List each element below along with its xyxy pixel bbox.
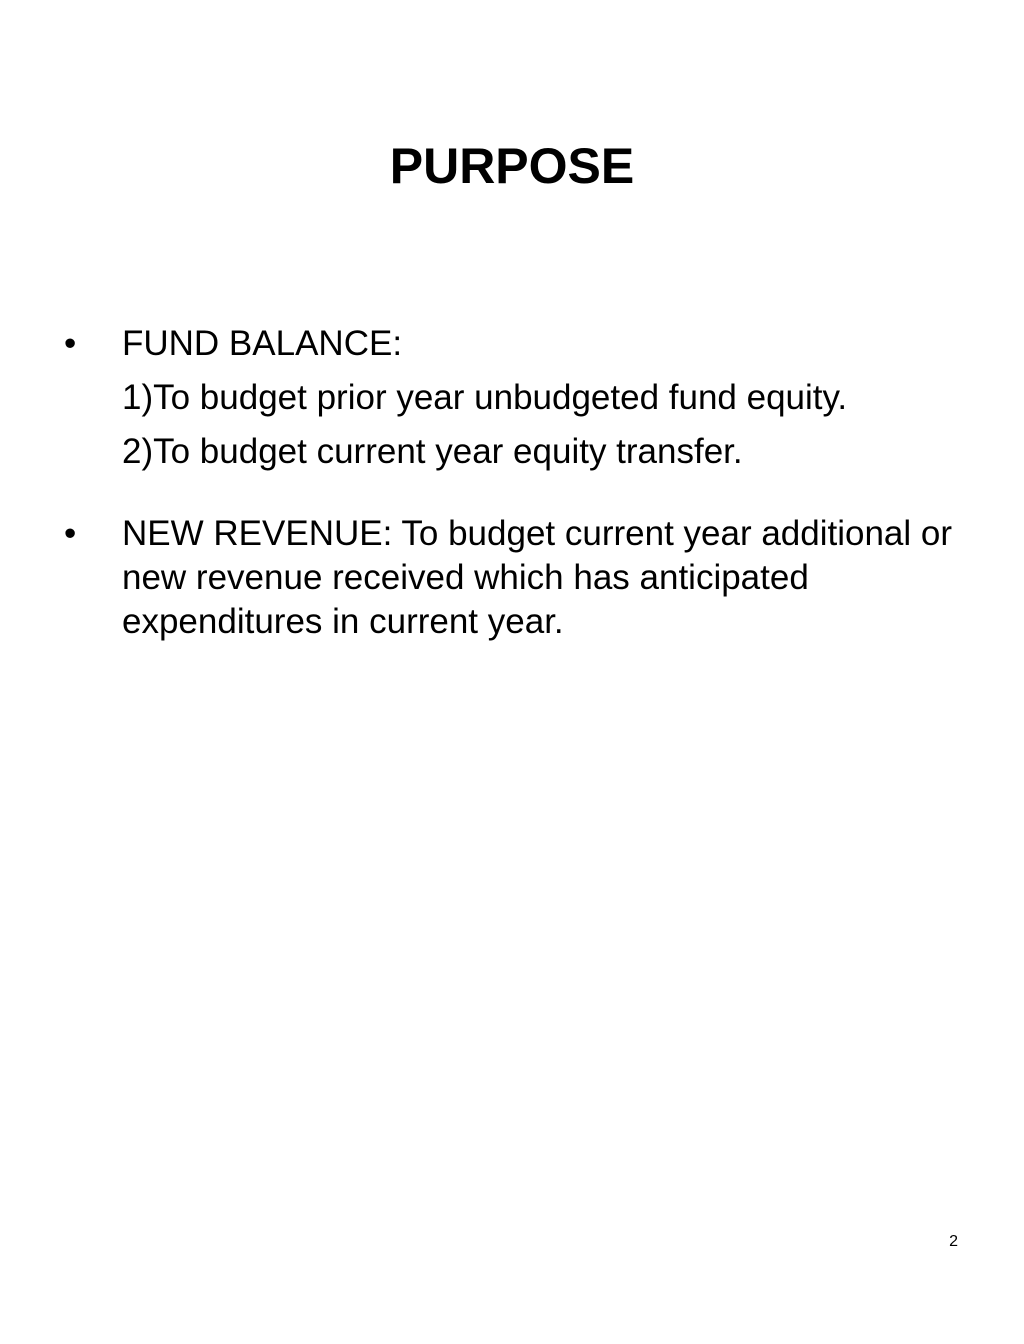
bullet-list (62, 322, 982, 644)
bullet-text: NEW REVENUE: To budget current year additional or new revenue received which has anticipated expenditures in current year. (122, 514, 953, 641)
page-number: 2 (949, 1233, 958, 1250)
sub-item: 1)To budget prior year unbudgeted fund equity. (122, 378, 848, 417)
sub-item: 2)To budget current year equity transfer. (122, 432, 743, 471)
bullet-item-fund-balance (62, 322, 982, 474)
bullet-marker: • (64, 324, 77, 363)
bullet-marker: • (64, 514, 77, 553)
slide-title: PURPOSE (389, 138, 635, 194)
bullet-item-new-revenue (62, 512, 982, 644)
bullet-heading: FUND BALANCE: (122, 324, 403, 363)
